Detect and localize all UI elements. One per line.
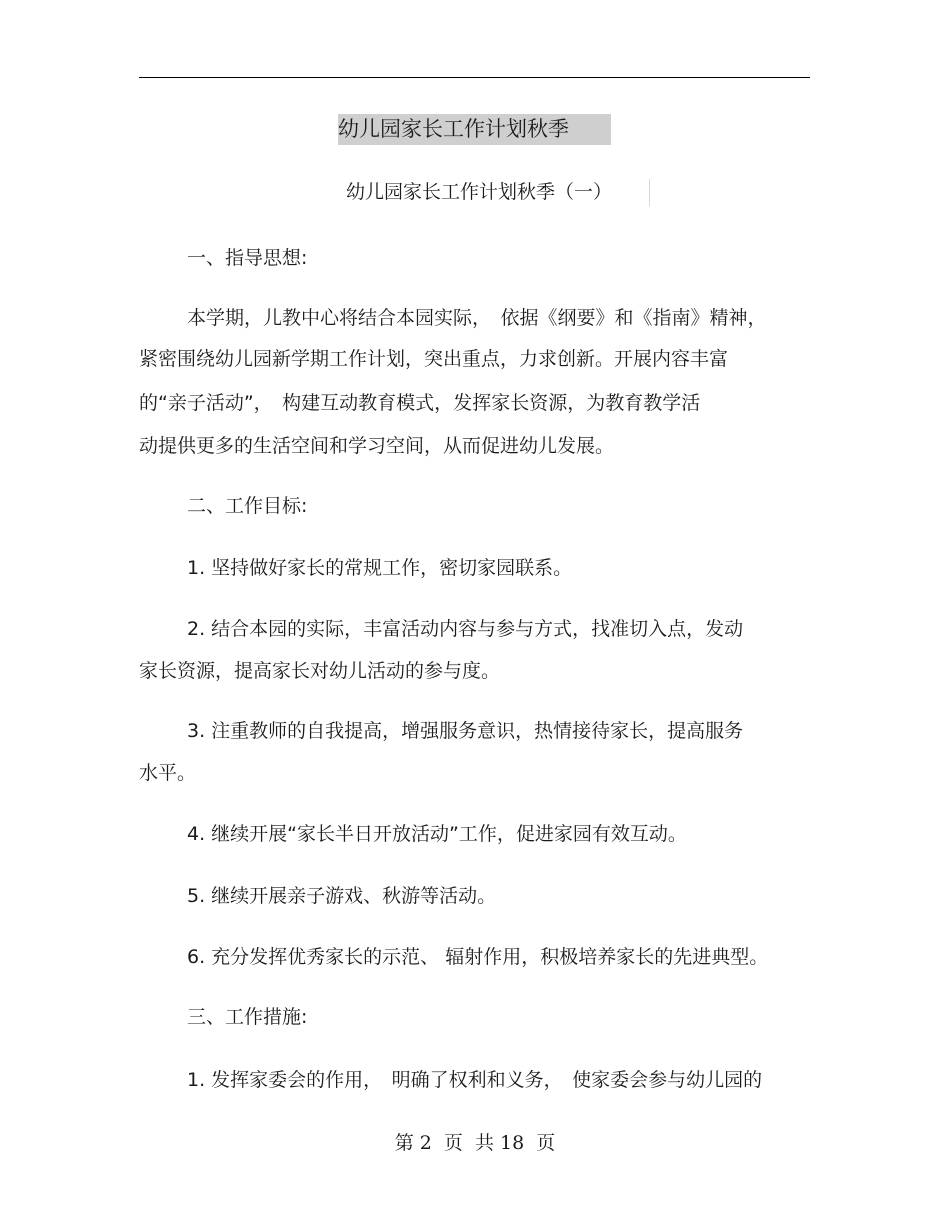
goal-item-2-continued: 家长资源，提高家长对幼儿活动的参与度。	[139, 660, 501, 682]
goal-item-3-continued: 水平。	[139, 762, 197, 784]
section-heading-work-goals: 二、工作目标:	[187, 495, 308, 517]
document-subtitle: 幼儿园家长工作计划秋季（一）	[346, 179, 650, 206]
goal-item-5: 5. 继续开展亲子游戏、秋游等活动。	[187, 885, 497, 907]
goal-item-2: 2. 结合本园的实际，丰富活动内容与参与方式，找准切入点，发动	[187, 618, 744, 640]
document-title: 幼儿园家长工作计划秋季	[338, 114, 611, 145]
goal-item-1: 1. 坚持做好家长的常规工作，密切家园联系。	[187, 557, 573, 579]
paragraph-line: 动提供更多的生活空间和学习空间，从而促进幼儿发展。	[139, 435, 615, 457]
goal-item-4: 4. 继续开展“家长半日开放活动”工作，促进家园有效互动。	[187, 823, 687, 845]
header-rule	[139, 77, 810, 78]
measure-item-1: 1. 发挥家委会的作用， 明确了权利和义务， 使家委会参与幼儿园的	[187, 1069, 763, 1091]
goal-item-3: 3. 注重教师的自我提高，增强服务意识，热情接待家长，提高服务	[187, 720, 744, 742]
page-number-footer: 第 2 页 共 18 页	[394, 1132, 556, 1154]
section-heading-guiding-thought: 一、指导思想:	[187, 247, 308, 269]
paragraph-line: 的“亲子活动”， 构建互动教育模式，发挥家长资源，为教育教学活	[139, 392, 701, 414]
paragraph-line: 紧密围绕幼儿园新学期工作计划，突出重点，力求创新。开展内容丰富	[139, 348, 729, 370]
section-heading-work-measures: 三、工作措施:	[187, 1006, 308, 1028]
goal-item-6: 6. 充分发挥优秀家长的示范、 辐射作用，积极培养家长的先进典型。	[187, 946, 769, 968]
paragraph-line: 本学期，儿教中心将结合本园实际， 依据《纲要》和《指南》精神，	[187, 307, 767, 329]
